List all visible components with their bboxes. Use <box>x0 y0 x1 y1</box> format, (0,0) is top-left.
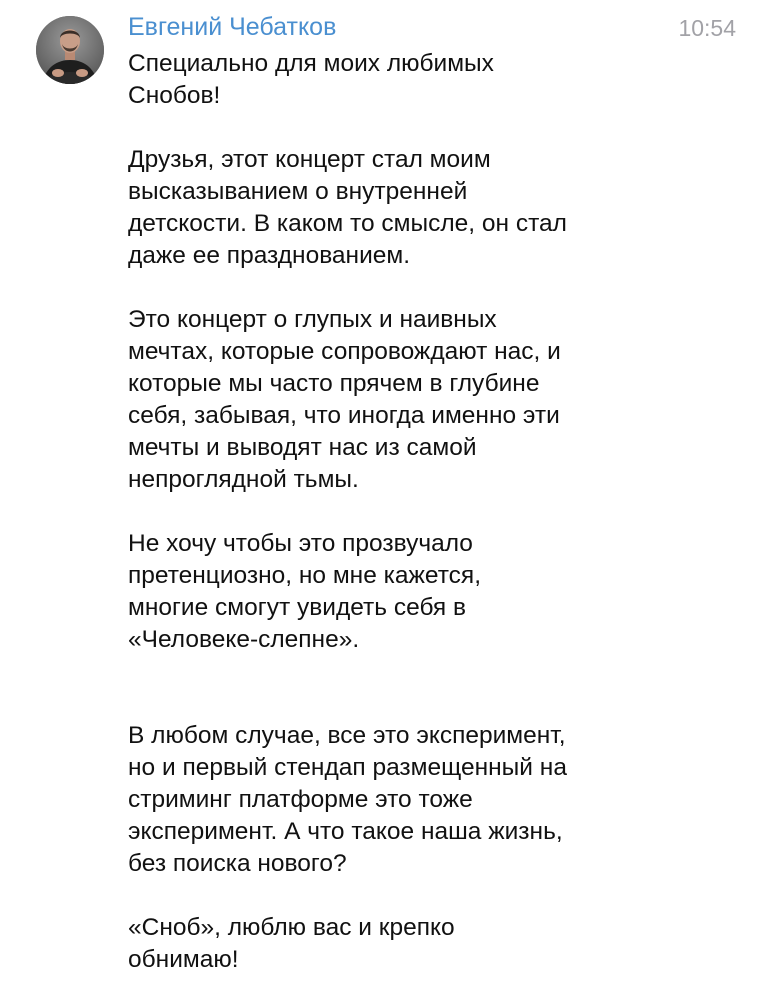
text-line: Не хочу чтобы это прозвучало <box>128 530 473 557</box>
text-line: стриминг платформе это тоже <box>128 786 473 813</box>
text-line: «Сноб», люблю вас и крепко <box>128 914 455 941</box>
text-line: Друзья, этот концерт стал моим <box>128 146 491 173</box>
sender-name[interactable]: Евгений Чебатков <box>128 13 337 41</box>
user-avatar-photo[interactable] <box>36 16 104 84</box>
message-timestamp: 10:54 <box>678 15 736 41</box>
text-line: обнимаю! <box>128 946 239 973</box>
text-line: себя, забывая, что иногда именно эти <box>128 402 560 429</box>
text-line: высказыванием о внутренней <box>128 178 468 205</box>
text-line: даже ее празднованием. <box>128 242 411 269</box>
message-paragraph <box>128 48 748 112</box>
message-paragraph <box>128 304 748 496</box>
text-line: «Человеке-слепне». <box>128 626 360 653</box>
message-paragraph <box>128 720 748 880</box>
text-line: претенциозно, но мне кажется, <box>128 562 482 589</box>
text-line: Это концерт о глупых и наивных <box>128 306 497 333</box>
text-line: Специально для моих любимых <box>128 50 494 77</box>
text-line: детскости. В каком то смысле, он стал <box>128 210 567 237</box>
text-line: непроглядной тьмы. <box>128 466 359 493</box>
text-line: но и первый стендап размещенный на <box>128 754 567 781</box>
message-text <box>128 48 748 976</box>
message-paragraph <box>128 144 748 272</box>
message-paragraph <box>128 528 748 656</box>
text-line: которые мы часто прячем в глубине <box>128 370 540 397</box>
text-line: эксперимент. А что такое наша жизнь, <box>128 818 563 845</box>
text-line: Снобов! <box>128 82 221 109</box>
text-line: мечтах, которые сопровождают нас, и <box>128 338 561 365</box>
text-line: мечты и выводят нас из самой <box>128 434 477 461</box>
message-paragraph <box>128 912 748 976</box>
text-line: многие смогут увидеть себя в <box>128 594 467 621</box>
avatar-image <box>36 16 104 84</box>
text-line: В любом случае, все это эксперимент, <box>128 722 566 749</box>
text-line: без поиска нового? <box>128 850 347 877</box>
